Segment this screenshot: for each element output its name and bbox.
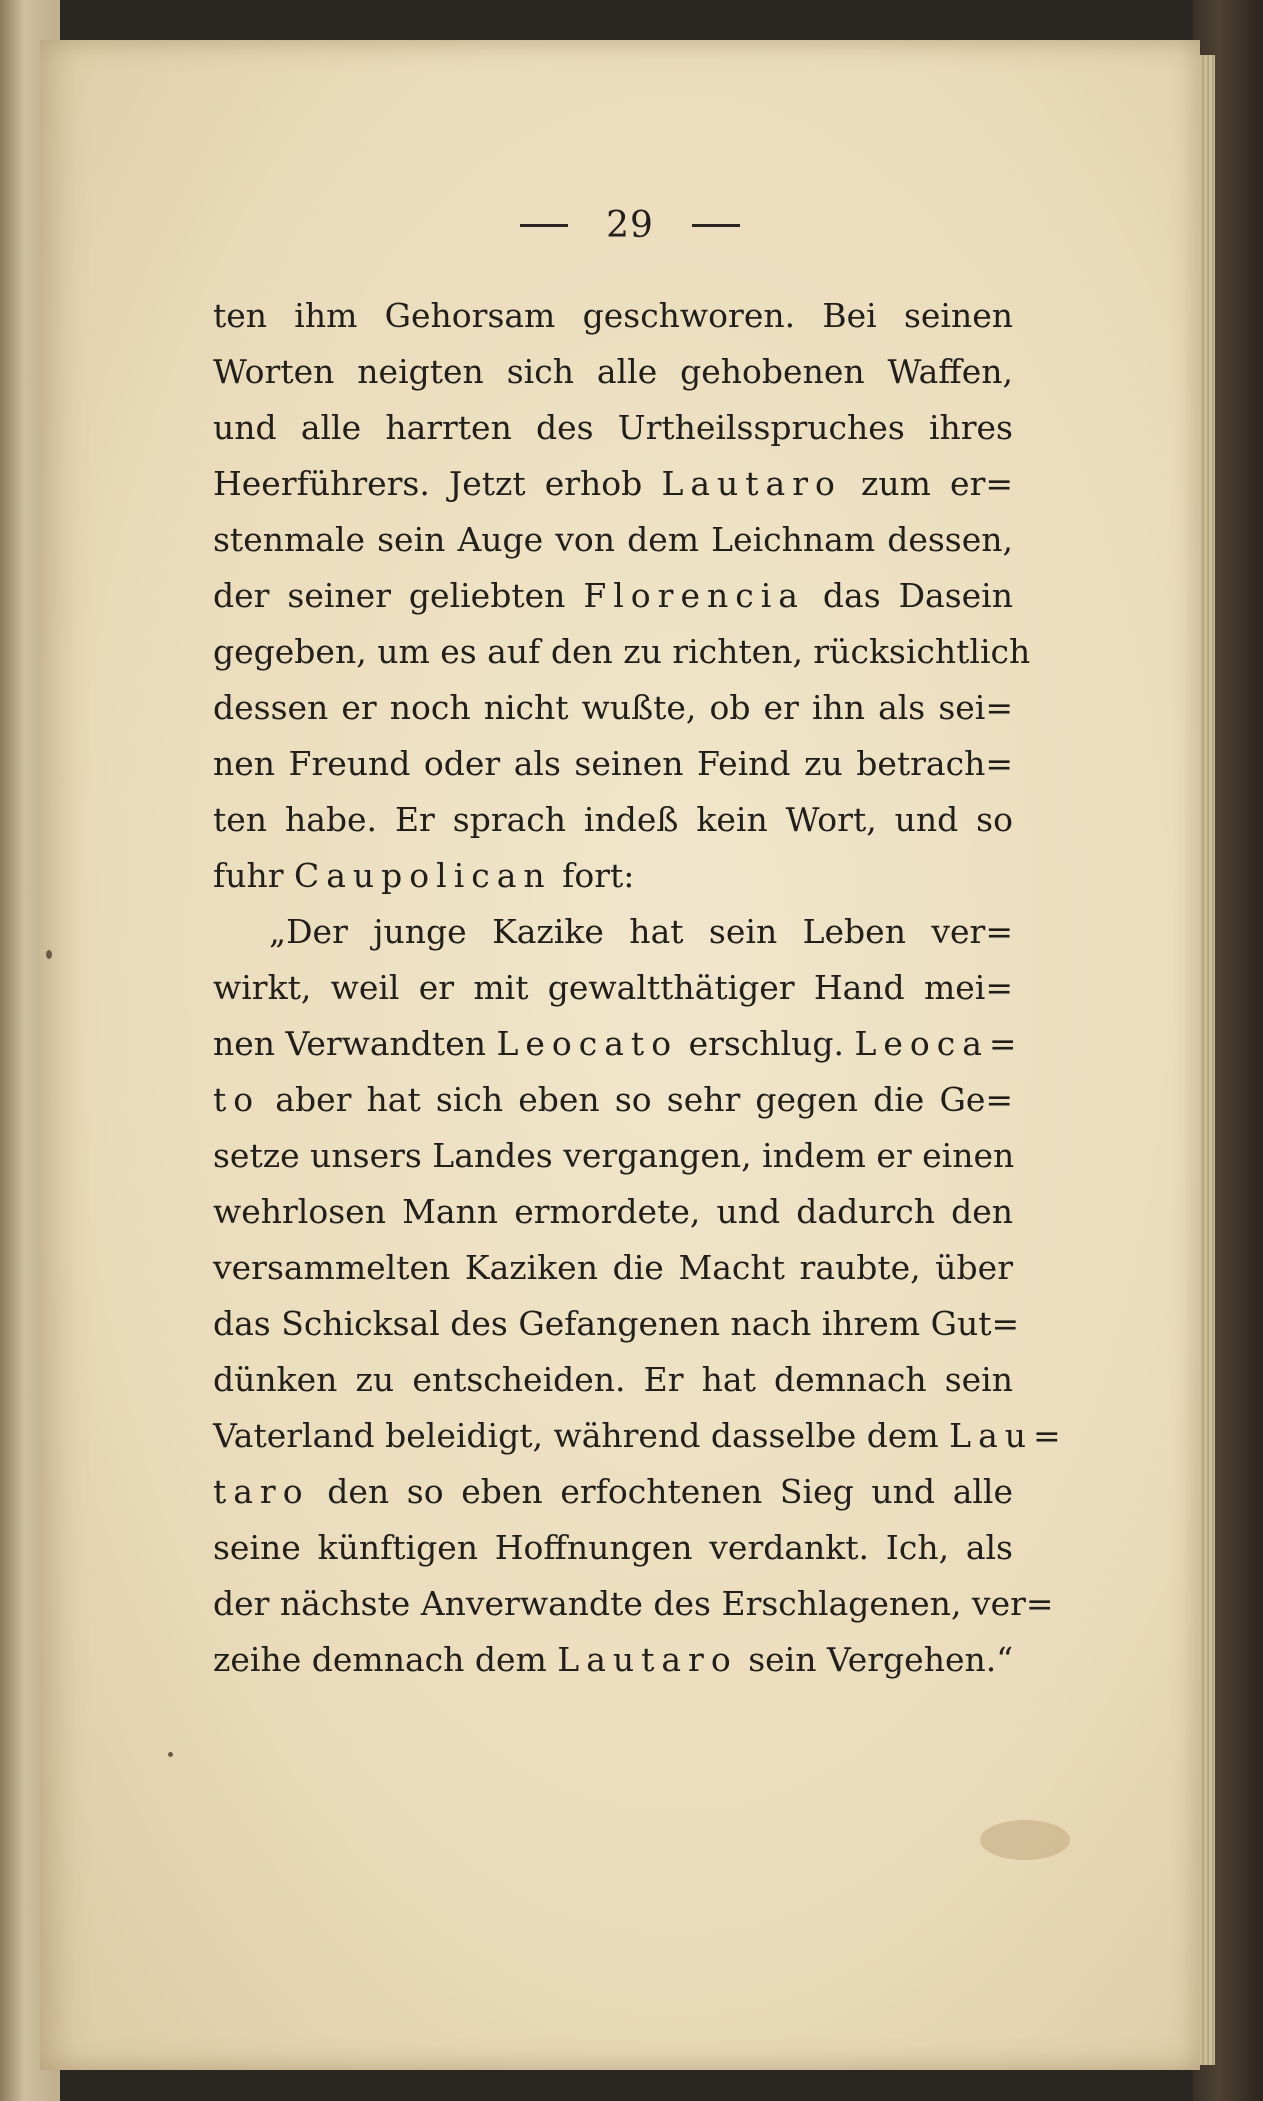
text-line bbox=[213, 456, 1013, 512]
text-line bbox=[213, 568, 1013, 624]
text-run: fort: bbox=[551, 856, 635, 895]
text-line bbox=[213, 1632, 1013, 1688]
header-dash-right bbox=[692, 224, 740, 227]
text-line bbox=[213, 1464, 1013, 1520]
name-spaced: Florencia bbox=[583, 576, 805, 615]
paper-stain bbox=[980, 1820, 1070, 1860]
text-line bbox=[213, 1128, 1013, 1184]
page-number: 29 bbox=[606, 204, 654, 246]
text-line bbox=[213, 736, 1013, 792]
text-line bbox=[213, 848, 1013, 904]
text-line bbox=[213, 904, 1013, 960]
header-dash-left bbox=[520, 224, 568, 227]
text-run: gegeben, um es auf den zu richten, rücksichtlich bbox=[213, 632, 1031, 671]
text-run: zeihe demnach dem bbox=[213, 1640, 558, 1679]
paper-speck bbox=[46, 950, 52, 959]
name-spaced: Lau= bbox=[949, 1416, 1068, 1455]
text-line bbox=[213, 960, 1013, 1016]
text-line bbox=[213, 1016, 1024, 1072]
text-run: dünken zu entscheiden. Er hat demnach sein bbox=[213, 1360, 1013, 1399]
body-text bbox=[213, 288, 1068, 1688]
text-line bbox=[213, 1072, 1013, 1128]
text-run: ten habe. Er sprach indeß kein Wort, und so bbox=[213, 800, 1013, 839]
name-spaced: Lautaro bbox=[557, 1640, 738, 1679]
text-line bbox=[213, 288, 1013, 344]
text-run: der nächste Anverwandte des Erschlagenen, ver= bbox=[213, 1584, 1054, 1623]
text-run: stenmale sein Auge von dem Leichnam dessen, bbox=[213, 520, 1013, 559]
text-line bbox=[213, 512, 1013, 568]
text-run: wirkt, weil er mit gewaltthätiger Hand mei= bbox=[213, 968, 1013, 1007]
text-run: setze unsers Landes vergangen, indem er einen bbox=[213, 1136, 1015, 1175]
text-run: wehrlosen Mann ermordete, und dadurch den bbox=[213, 1192, 1013, 1231]
text-run: nen Freund oder als seinen Feind zu betrach= bbox=[213, 744, 1013, 783]
text-line bbox=[213, 624, 1031, 680]
name-spaced: Leocato bbox=[496, 1024, 679, 1063]
name-spaced: Lautaro bbox=[661, 464, 842, 503]
text-run: Vaterland beleidigt, während dasselbe dem bbox=[213, 1416, 950, 1455]
text-run: den so eben erfochtenen Sieg und alle bbox=[309, 1472, 1013, 1511]
text-run: dessen er noch nicht wußte, ob er ihn als sei= bbox=[213, 688, 1013, 727]
text-run: fuhr bbox=[213, 856, 294, 895]
page-header bbox=[440, 195, 820, 255]
text-run: zum er= bbox=[841, 464, 1013, 503]
name-spaced: Caupolican bbox=[294, 856, 552, 895]
text-line bbox=[213, 344, 1013, 400]
text-run: das Dasein bbox=[804, 576, 1013, 615]
text-line bbox=[213, 680, 1013, 736]
text-run: sein Vergehen.“ bbox=[737, 1640, 1014, 1679]
text-run: Heerführers. Jetzt erhob bbox=[213, 464, 662, 503]
text-line bbox=[213, 792, 1013, 848]
text-run: der seiner geliebten bbox=[213, 576, 584, 615]
name-spaced: to bbox=[213, 1080, 261, 1119]
text-run: „Der junge Kazike hat sein Leben ver= bbox=[269, 912, 1013, 951]
text-line bbox=[213, 1184, 1013, 1240]
text-run: erschlug. bbox=[678, 1024, 855, 1063]
text-line bbox=[213, 1352, 1013, 1408]
name-spaced: taro bbox=[213, 1472, 310, 1511]
text-line bbox=[213, 1520, 1013, 1576]
text-line bbox=[213, 1240, 1013, 1296]
text-run: nen Verwandten bbox=[213, 1024, 497, 1063]
name-spaced: Leoca= bbox=[854, 1024, 1024, 1063]
text-run: versammelten Kaziken die Macht raubte, über bbox=[213, 1248, 1013, 1287]
text-run: das Schicksal des Gefangenen nach ihrem Gut= bbox=[213, 1304, 1020, 1343]
text-run: und alle harrten des Urtheilsspruches ihres bbox=[213, 408, 1013, 447]
text-run: seine künftigen Hoffnungen verdankt. Ich, als bbox=[213, 1528, 1013, 1567]
text-run: Worten neigten sich alle gehobenen Waffen, bbox=[213, 352, 1013, 391]
text-run: aber hat sich eben so sehr gegen die Ge= bbox=[260, 1080, 1013, 1119]
text-run: ten ihm Gehorsam geschworen. Bei seinen bbox=[213, 296, 1013, 335]
text-line bbox=[213, 1576, 1054, 1632]
text-line bbox=[213, 1296, 1020, 1352]
text-line bbox=[213, 1408, 1068, 1464]
paper-speck bbox=[168, 1752, 173, 1757]
text-line bbox=[213, 400, 1013, 456]
